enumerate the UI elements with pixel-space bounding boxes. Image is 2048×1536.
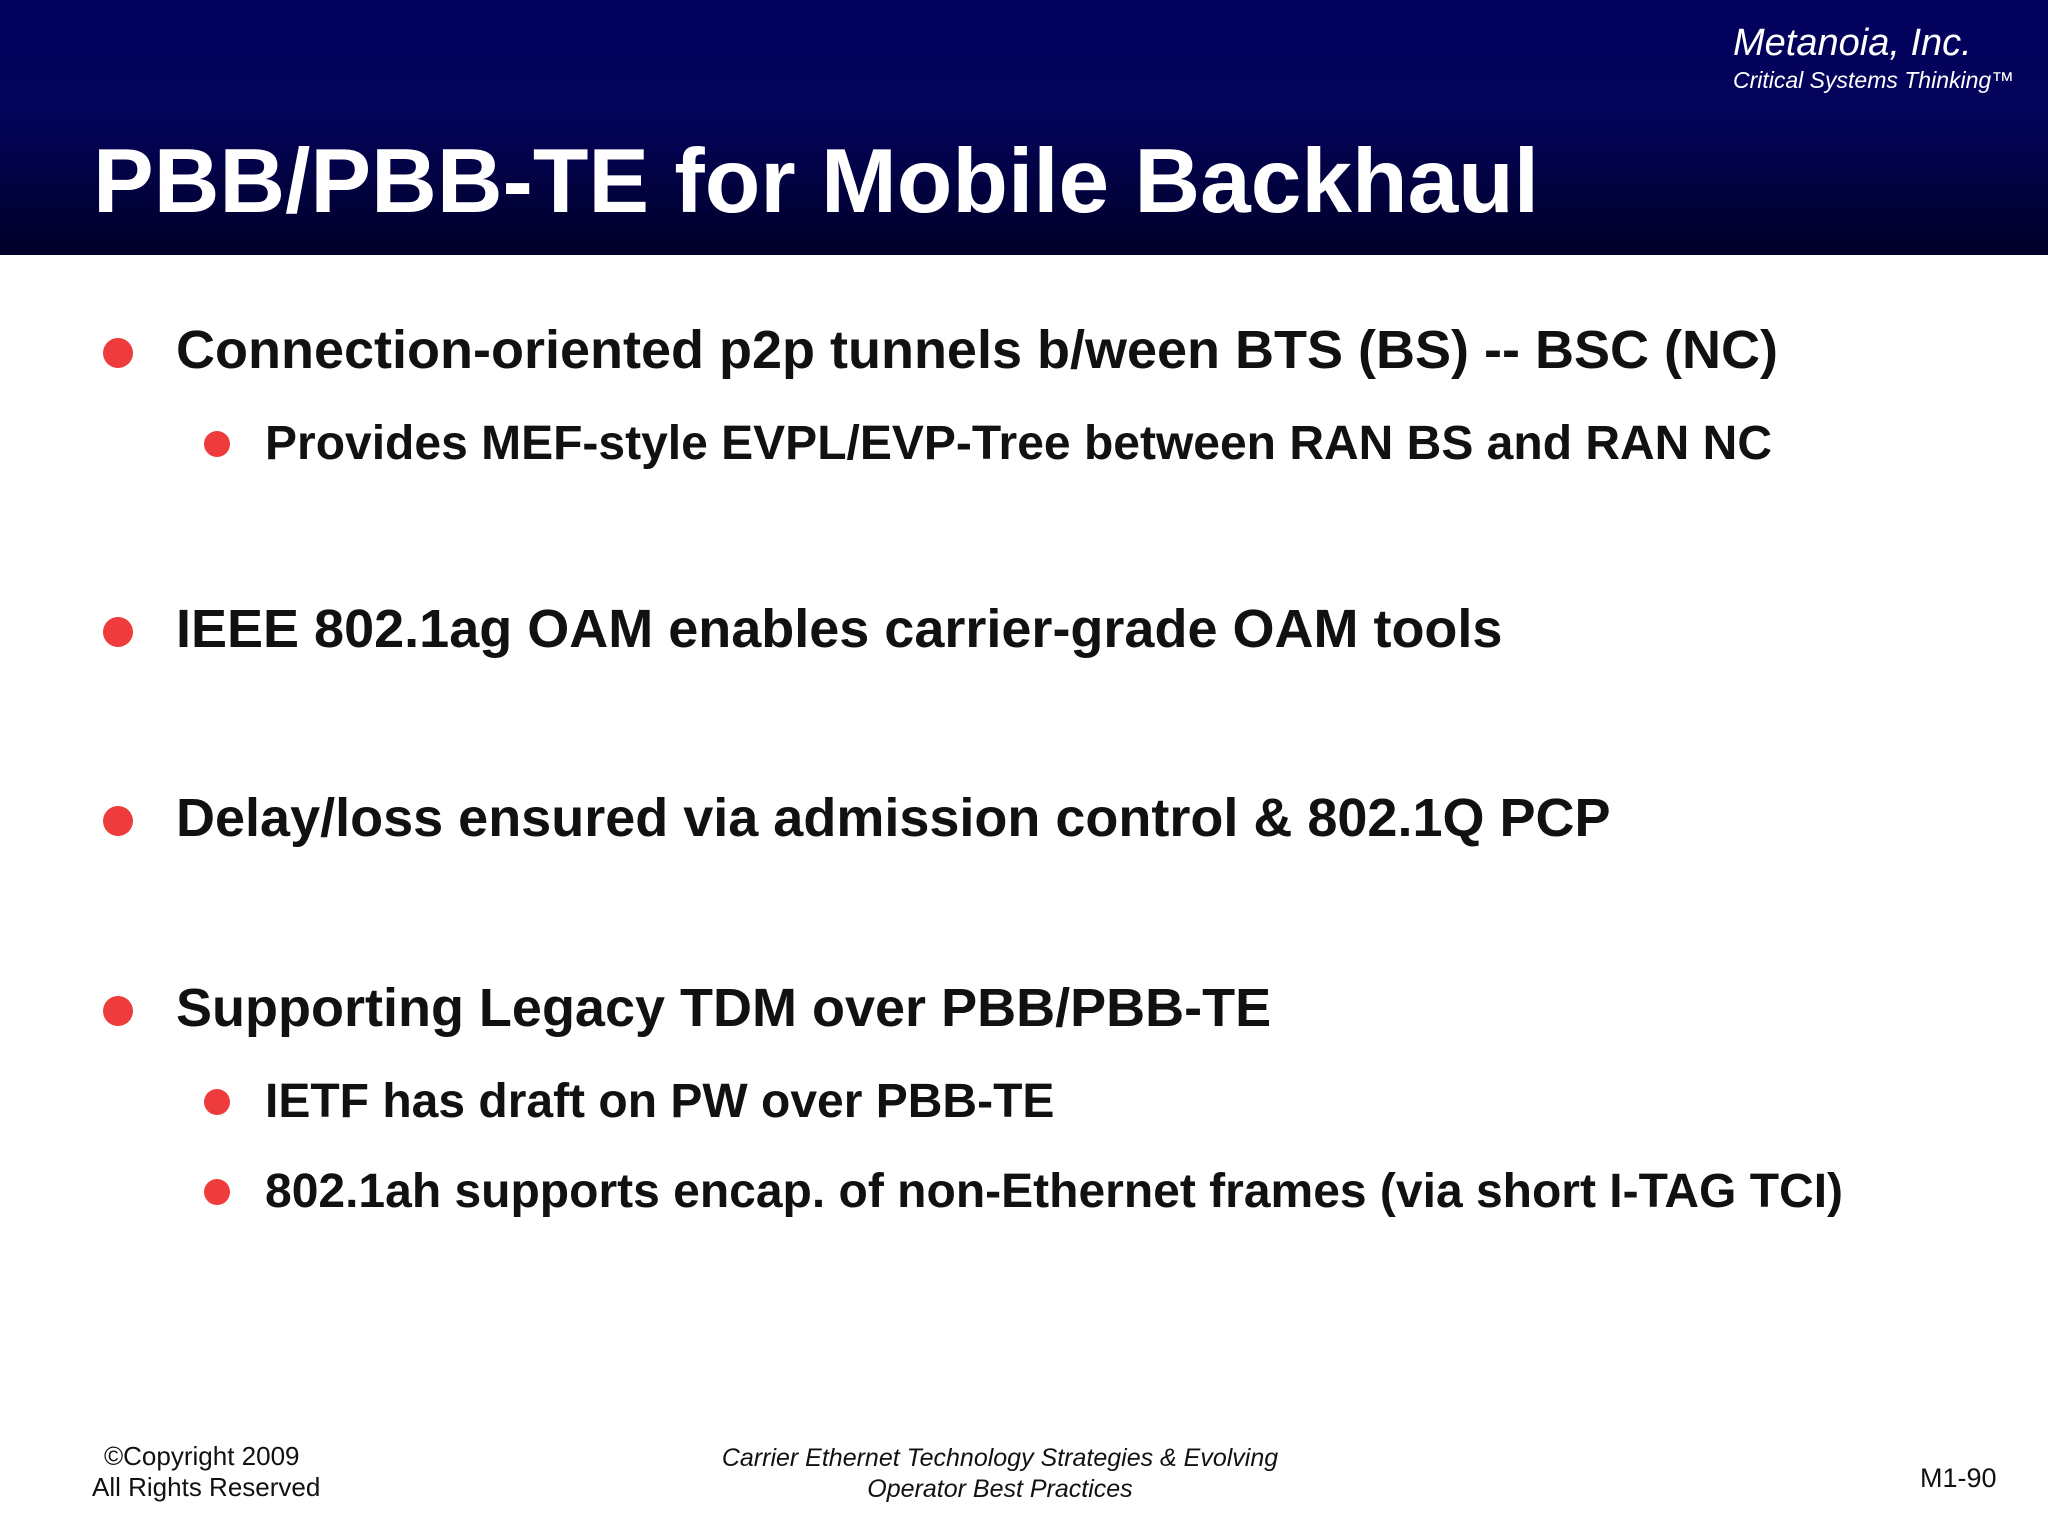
bullet-dot-icon (204, 1179, 230, 1205)
slide-number: M1-90 (1920, 1463, 1997, 1493)
bullet-dot-icon (204, 1089, 230, 1115)
company-name: Metanoia, Inc. (1733, 22, 1972, 64)
rights-line: All Rights Reserved (92, 1472, 321, 1502)
course-title-line2: Operator Best Practices (867, 1475, 1133, 1503)
sub-bullet-text: Provides MEF-style EVPL/EVP-Tree between RAN BS and RAN NC (265, 417, 1773, 470)
bullet-item (176, 975, 1271, 1041)
footer-copyright (92, 1441, 320, 1503)
sub-bullet-text: 802.1ah supports encap. of non-Ethernet frames (via short I-TAG TCI) (265, 1165, 1844, 1218)
bullet-dot-icon (103, 617, 133, 647)
sub-bullet-item (265, 1162, 1843, 1222)
company-tagline: Critical Systems Thinking™ (1733, 67, 2015, 93)
bullet-dot-icon (103, 806, 133, 836)
footer-course-title (700, 1443, 1300, 1505)
course-title-line1: Carrier Ethernet Technology Strategies & Evolving (721, 1444, 1279, 1472)
bullet-item (176, 785, 1611, 851)
bullet-text: Connection-oriented p2p tunnels b/ween BTS (BS) -- BSC (NC) (176, 320, 1778, 380)
bullet-dot-icon (204, 431, 230, 457)
bullet-text: Supporting Legacy TDM over PBB/PBB-TE (176, 978, 1272, 1038)
copyright-line: ©Copyright 2009 (104, 1441, 300, 1471)
slide-title: PBB/PBB-TE for Mobile Backhaul (93, 131, 1540, 232)
bullet-item (176, 317, 1778, 383)
sub-bullet-item (265, 414, 1772, 474)
header-banner (0, 0, 2048, 255)
sub-bullet-item (265, 1072, 1054, 1132)
sub-bullet-text: IETF has draft on PW over PBB-TE (265, 1075, 1055, 1128)
bullet-dot-icon (103, 996, 133, 1026)
bullet-dot-icon (103, 338, 133, 368)
bullet-text: IEEE 802.1ag OAM enables carrier-grade OAM tools (176, 599, 1503, 659)
bullet-text: Delay/loss ensured via admission control & 802.1Q PCP (176, 788, 1611, 848)
bullet-item (176, 596, 1502, 662)
